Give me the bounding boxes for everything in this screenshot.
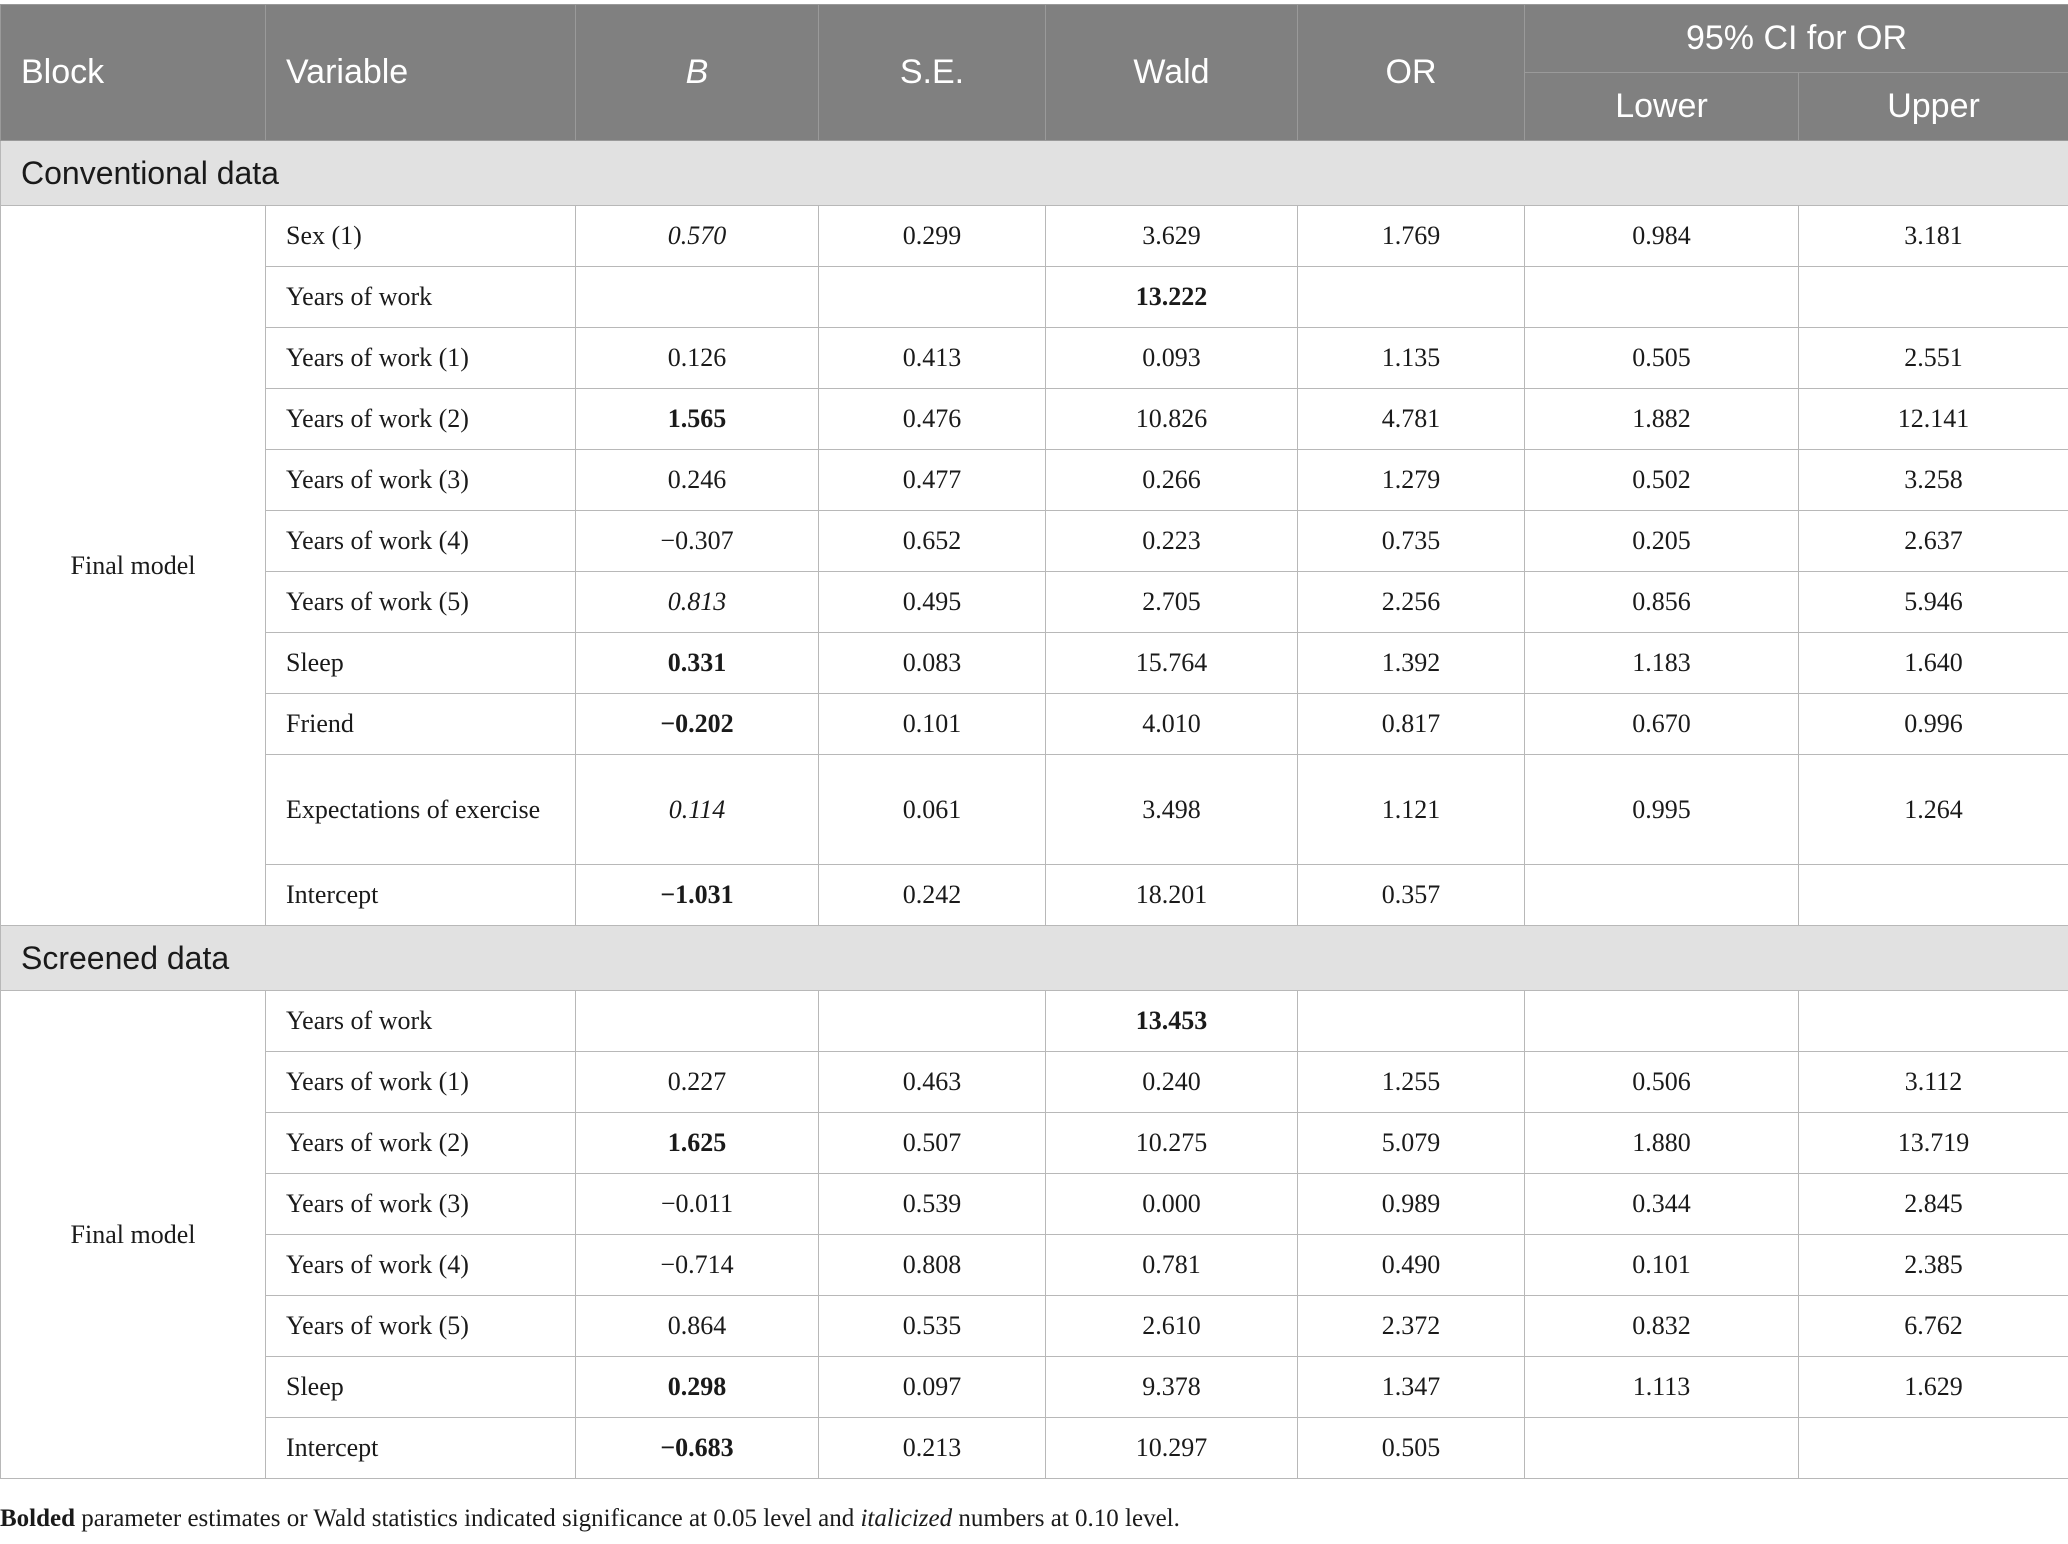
table-row [1, 755, 2068, 865]
cell-upper: 3.181 [1799, 206, 2068, 267]
cell-lower [1525, 865, 1799, 926]
cell-wald: 15.764 [1046, 633, 1298, 694]
table-row [1, 694, 2068, 755]
cell-upper: 2.551 [1799, 328, 2068, 389]
cell-variable: Sleep [266, 633, 576, 694]
cell-wald: 0.240 [1046, 1052, 1298, 1113]
cell-or: 0.490 [1298, 1235, 1525, 1296]
cell-lower: 1.882 [1525, 389, 1799, 450]
cell-b: 0.246 [576, 450, 819, 511]
cell-lower: 0.856 [1525, 572, 1799, 633]
cell-variable: Years of work (1) [266, 328, 576, 389]
table-body [1, 141, 2068, 1479]
table-row [1, 633, 2068, 694]
cell-lower: 0.205 [1525, 511, 1799, 572]
section-row [1, 141, 2068, 206]
cell-variable: Years of work (4) [266, 1235, 576, 1296]
header-b: B [576, 5, 819, 141]
cell-se: 0.539 [819, 1174, 1046, 1235]
cell-or: 1.121 [1298, 755, 1525, 865]
cell-wald: 13.222 [1046, 267, 1298, 328]
cell-variable: Years of work (2) [266, 389, 576, 450]
header-wald: Wald [1046, 5, 1298, 141]
cell-upper: 0.996 [1799, 694, 2068, 755]
footnote-bolded: Bolded [0, 1505, 76, 1532]
cell-upper: 3.112 [1799, 1052, 2068, 1113]
cell-b: −0.202 [576, 694, 819, 755]
cell-se: 0.507 [819, 1113, 1046, 1174]
table-row [1, 1174, 2068, 1235]
table-row [1, 511, 2068, 572]
cell-upper: 2.385 [1799, 1235, 2068, 1296]
cell-b: −1.031 [576, 865, 819, 926]
cell-b: 0.864 [576, 1296, 819, 1357]
cell-b: 0.114 [576, 755, 819, 865]
regression-table [0, 4, 2068, 1479]
table-row [1, 206, 2068, 267]
cell-lower: 1.113 [1525, 1357, 1799, 1418]
cell-b [576, 991, 819, 1052]
cell-wald: 9.378 [1046, 1357, 1298, 1418]
cell-se [819, 267, 1046, 328]
cell-b: 0.813 [576, 572, 819, 633]
cell-upper: 1.264 [1799, 755, 2068, 865]
cell-variable: Friend [266, 694, 576, 755]
cell-or [1298, 991, 1525, 1052]
section-title: Screened data [1, 926, 2068, 991]
cell-variable: Intercept [266, 1418, 576, 1479]
cell-variable: Expectations of exercise [266, 755, 576, 865]
block-label: Final model [1, 206, 266, 926]
cell-se: 0.101 [819, 694, 1046, 755]
footnote-text-1: parameter estimates or Wald statistics indicated significance at 0.05 level and [75, 1505, 861, 1532]
cell-upper [1799, 1418, 2068, 1479]
cell-variable: Years of work (5) [266, 1296, 576, 1357]
cell-or: 1.135 [1298, 328, 1525, 389]
cell-se [819, 991, 1046, 1052]
cell-lower: 1.183 [1525, 633, 1799, 694]
cell-b: 0.227 [576, 1052, 819, 1113]
cell-upper: 12.141 [1799, 389, 2068, 450]
table-row [1, 450, 2068, 511]
cell-variable: Sleep [266, 1357, 576, 1418]
cell-se: 0.097 [819, 1357, 1046, 1418]
cell-lower: 0.344 [1525, 1174, 1799, 1235]
table-row [1, 1052, 2068, 1113]
cell-se: 0.061 [819, 755, 1046, 865]
cell-lower: 0.505 [1525, 328, 1799, 389]
cell-or: 0.817 [1298, 694, 1525, 755]
cell-lower: 0.101 [1525, 1235, 1799, 1296]
cell-variable: Intercept [266, 865, 576, 926]
cell-upper: 2.637 [1799, 511, 2068, 572]
header-block: Block [1, 5, 266, 141]
cell-variable: Years of work (4) [266, 511, 576, 572]
cell-b: −0.714 [576, 1235, 819, 1296]
table-row [1, 1418, 2068, 1479]
header-upper: Upper [1799, 73, 2068, 141]
cell-b: −0.683 [576, 1418, 819, 1479]
cell-or: 0.735 [1298, 511, 1525, 572]
cell-se: 0.413 [819, 328, 1046, 389]
cell-b: 0.298 [576, 1357, 819, 1418]
cell-upper: 13.719 [1799, 1113, 2068, 1174]
header-or: OR [1298, 5, 1525, 141]
cell-lower: 0.670 [1525, 694, 1799, 755]
footnote-italicized: italicized [860, 1505, 953, 1532]
cell-or: 2.372 [1298, 1296, 1525, 1357]
cell-or: 0.505 [1298, 1418, 1525, 1479]
cell-se: 0.242 [819, 865, 1046, 926]
header-variable: Variable [266, 5, 576, 141]
cell-se: 0.535 [819, 1296, 1046, 1357]
cell-wald: 13.453 [1046, 991, 1298, 1052]
cell-upper: 1.640 [1799, 633, 2068, 694]
cell-wald: 0.781 [1046, 1235, 1298, 1296]
cell-variable: Sex (1) [266, 206, 576, 267]
cell-lower: 0.502 [1525, 450, 1799, 511]
cell-upper [1799, 991, 2068, 1052]
cell-se: 0.477 [819, 450, 1046, 511]
cell-wald: 0.266 [1046, 450, 1298, 511]
cell-variable: Years of work (2) [266, 1113, 576, 1174]
cell-variable: Years of work (5) [266, 572, 576, 633]
cell-upper [1799, 267, 2068, 328]
cell-or [1298, 267, 1525, 328]
cell-se: 0.213 [819, 1418, 1046, 1479]
cell-wald: 0.093 [1046, 328, 1298, 389]
cell-b: −0.011 [576, 1174, 819, 1235]
cell-or: 1.347 [1298, 1357, 1525, 1418]
cell-se: 0.476 [819, 389, 1046, 450]
cell-wald: 2.610 [1046, 1296, 1298, 1357]
cell-b: 1.565 [576, 389, 819, 450]
cell-or: 0.357 [1298, 865, 1525, 926]
section-row [1, 926, 2068, 991]
cell-variable: Years of work (3) [266, 450, 576, 511]
cell-or: 1.392 [1298, 633, 1525, 694]
table-row [1, 1357, 2068, 1418]
cell-lower: 1.880 [1525, 1113, 1799, 1174]
table-row [1, 572, 2068, 633]
table-header [1, 5, 2068, 141]
table-row [1, 267, 2068, 328]
table-row [1, 1296, 2068, 1357]
cell-wald: 10.275 [1046, 1113, 1298, 1174]
cell-wald: 10.297 [1046, 1418, 1298, 1479]
cell-wald: 0.000 [1046, 1174, 1298, 1235]
cell-or: 1.769 [1298, 206, 1525, 267]
footnote-text-2: numbers at 0.10 level. [952, 1505, 1180, 1532]
cell-b: 0.570 [576, 206, 819, 267]
cell-se: 0.299 [819, 206, 1046, 267]
cell-b: −0.307 [576, 511, 819, 572]
cell-se: 0.652 [819, 511, 1046, 572]
cell-upper: 1.629 [1799, 1357, 2068, 1418]
table-row [1, 865, 2068, 926]
cell-or: 5.079 [1298, 1113, 1525, 1174]
cell-se: 0.463 [819, 1052, 1046, 1113]
cell-or: 1.255 [1298, 1052, 1525, 1113]
cell-b [576, 267, 819, 328]
cell-or: 1.279 [1298, 450, 1525, 511]
cell-or: 4.781 [1298, 389, 1525, 450]
section-title: Conventional data [1, 141, 2068, 206]
cell-se: 0.083 [819, 633, 1046, 694]
cell-lower: 0.832 [1525, 1296, 1799, 1357]
cell-upper: 3.258 [1799, 450, 2068, 511]
cell-variable: Years of work [266, 991, 576, 1052]
cell-upper [1799, 865, 2068, 926]
header-ci: 95% CI for OR [1525, 5, 2068, 73]
cell-wald: 2.705 [1046, 572, 1298, 633]
cell-variable: Years of work [266, 267, 576, 328]
cell-or: 2.256 [1298, 572, 1525, 633]
cell-wald: 3.498 [1046, 755, 1298, 865]
table-row [1, 328, 2068, 389]
table-row [1, 1235, 2068, 1296]
cell-se: 0.495 [819, 572, 1046, 633]
cell-b: 1.625 [576, 1113, 819, 1174]
cell-or: 0.989 [1298, 1174, 1525, 1235]
cell-wald: 4.010 [1046, 694, 1298, 755]
cell-upper: 2.845 [1799, 1174, 2068, 1235]
table-row [1, 991, 2068, 1052]
header-lower: Lower [1525, 73, 1799, 141]
cell-upper: 5.946 [1799, 572, 2068, 633]
cell-variable: Years of work (3) [266, 1174, 576, 1235]
cell-upper: 6.762 [1799, 1296, 2068, 1357]
cell-lower: 0.995 [1525, 755, 1799, 865]
cell-lower [1525, 991, 1799, 1052]
header-se: S.E. [819, 5, 1046, 141]
cell-lower [1525, 267, 1799, 328]
block-label: Final model [1, 991, 266, 1479]
cell-b: 0.331 [576, 633, 819, 694]
cell-se: 0.808 [819, 1235, 1046, 1296]
cell-variable: Years of work (1) [266, 1052, 576, 1113]
cell-wald: 10.826 [1046, 389, 1298, 450]
table-row [1, 389, 2068, 450]
cell-wald: 0.223 [1046, 511, 1298, 572]
table-row [1, 1113, 2068, 1174]
table-footnote [0, 1505, 2068, 1533]
cell-lower: 0.984 [1525, 206, 1799, 267]
cell-wald: 3.629 [1046, 206, 1298, 267]
cell-wald: 18.201 [1046, 865, 1298, 926]
cell-lower: 0.506 [1525, 1052, 1799, 1113]
cell-lower [1525, 1418, 1799, 1479]
cell-b: 0.126 [576, 328, 819, 389]
